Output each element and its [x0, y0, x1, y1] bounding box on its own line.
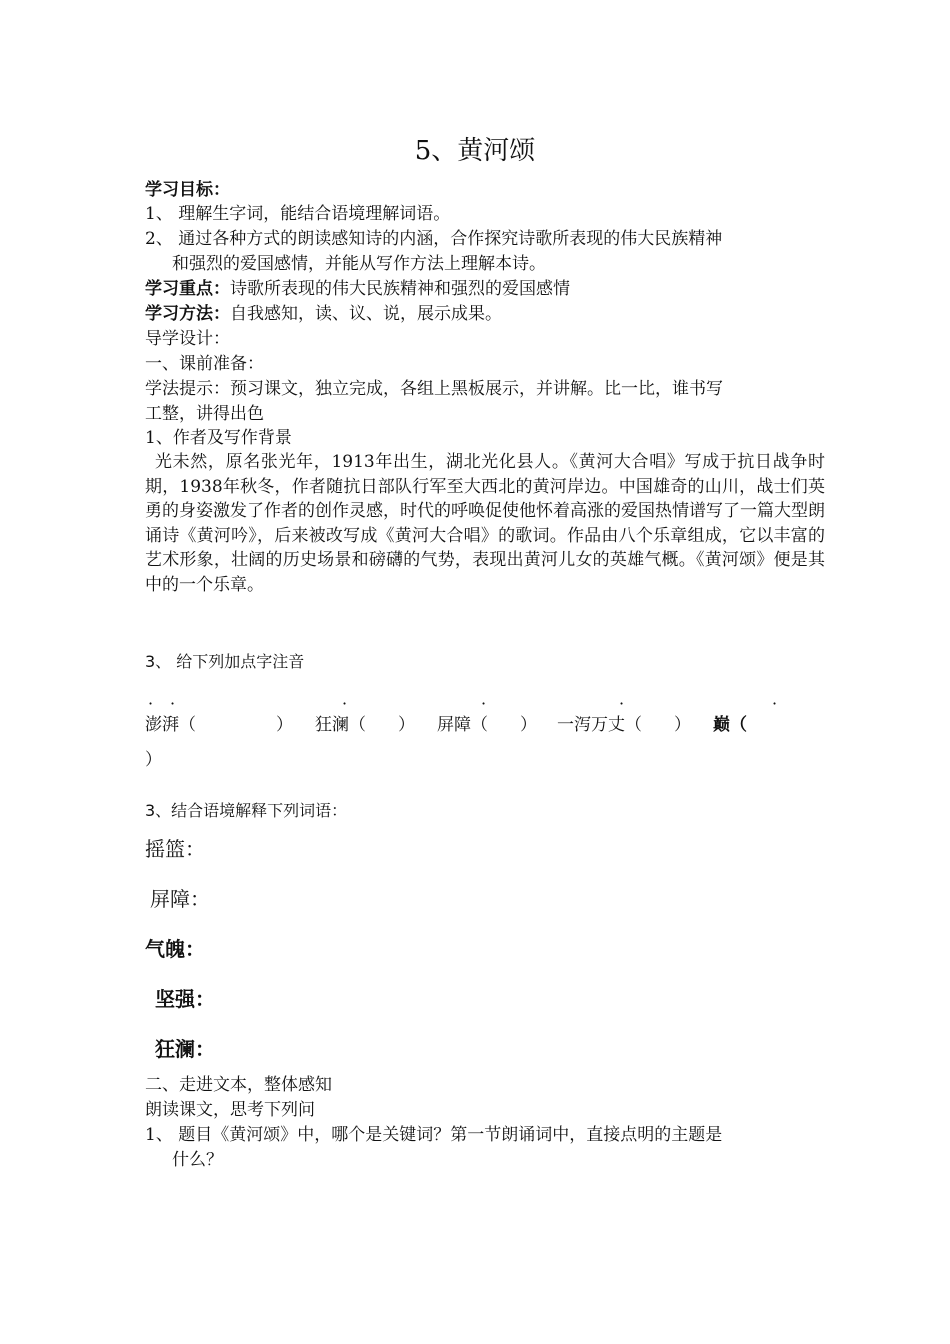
word-kuanglan: 狂澜：: [155, 1037, 215, 1061]
emphasis-dot: ·: [619, 694, 625, 713]
pinyin-row: [145, 712, 747, 738]
question-1-line-2: 什么？: [172, 1150, 223, 1170]
goal-item-2-cont: 和强烈的爱国感情，并能从写作方法上理解本诗。: [172, 254, 546, 274]
tip-line-2: 工整，讲得出色: [145, 404, 264, 424]
emphasis-dot: ·: [342, 694, 348, 713]
goals-heading: 学习目标：: [145, 180, 230, 200]
page-title: 5、黄河颂: [414, 136, 536, 166]
word-pingzhang: 屏障：: [150, 887, 210, 911]
author-paragraph: 光未然，原名张光年，1913年出生，湖北光化县人。《黄河大合唱》写成于抗日战争时期，1938年秋冬，作者随抗日部队行军至大西北的黄河岸边。中国雄奇的山川，战士们英勇的身姿激发了作者的创作灵感，时代的呼唤促使他怀着高涨的爱国热情谱写了一篇大型朗诵诗《黄河吟》，后来被改写成《黄河大合唱》的歌词。作品由八个乐章组成，它以丰富的艺术形象，壮阔的历史场景和磅礴的气势，表现出黄河儿女的英雄气概。《黄河颂》便是其中的一个乐章。: [145, 452, 825, 595]
guide-heading: 导学设计：: [145, 329, 230, 349]
word-qipo: 气魄：: [145, 937, 205, 961]
part2-heading: 二、走进文本，整体感知: [145, 1075, 332, 1095]
emphasis-dot: ·: [170, 694, 176, 713]
pinyin-close: ）: [276, 715, 293, 735]
word-jianqiang: 坚强：: [155, 987, 215, 1011]
pinyin-word-pengpai: 澎湃（: [145, 715, 196, 735]
pinyin-close: ）: [674, 715, 691, 735]
tip-line-1: 学法提示：预习课文，独立完成，各组上黑板展示，并讲解。比一比，谁书写: [145, 379, 723, 399]
method-text: 自我感知，读、议、说，展示成果。: [230, 304, 502, 324]
goal-item-1: 1、 理解生字词，能结合语境理解词语。: [145, 204, 451, 224]
pinyin-word-dian: 巅（: [713, 715, 747, 735]
focus-line: [145, 277, 570, 301]
pinyin-close: ）: [398, 715, 415, 735]
pinyin-heading: 3、 给下列加点字注音: [145, 652, 305, 671]
pinyin-word-pingzhang: 屏障（: [437, 715, 488, 735]
method-line: [145, 302, 502, 326]
focus-label: 学习重点：: [145, 279, 230, 299]
method-label: 学习方法：: [145, 304, 230, 324]
emphasis-dot: ·: [772, 694, 778, 713]
emphasis-dot: ·: [148, 694, 154, 713]
author-heading: 1、作者及写作背景: [145, 428, 292, 448]
read-prompt: 朗读课文，思考下列问: [145, 1100, 315, 1120]
goal-item-2: 2、 通过各种方式的朗读感知诗的内涵，合作探究诗歌所表现的伟大民族精神: [145, 229, 723, 249]
pinyin-word-yixiewanzhang: 一泻万丈（: [557, 715, 642, 735]
pinyin-trailing-close: ）: [145, 750, 162, 770]
explain-heading: 3、结合语境解释下列词语：: [145, 801, 348, 820]
pinyin-word-kuanglan: 狂澜（: [315, 715, 366, 735]
emphasis-dot: ·: [481, 694, 487, 713]
focus-text: 诗歌所表现的伟大民族精神和强烈的爱国感情: [230, 279, 570, 299]
part1-heading: 一、课前准备：: [145, 354, 264, 374]
question-1-line-1: 1、 题目《黄河颂》中，哪个是关键词？第一节朗诵词中，直接点明的主题是: [145, 1125, 723, 1145]
pinyin-close: ）: [520, 715, 537, 735]
word-yaolan: 摇篮：: [145, 837, 205, 861]
